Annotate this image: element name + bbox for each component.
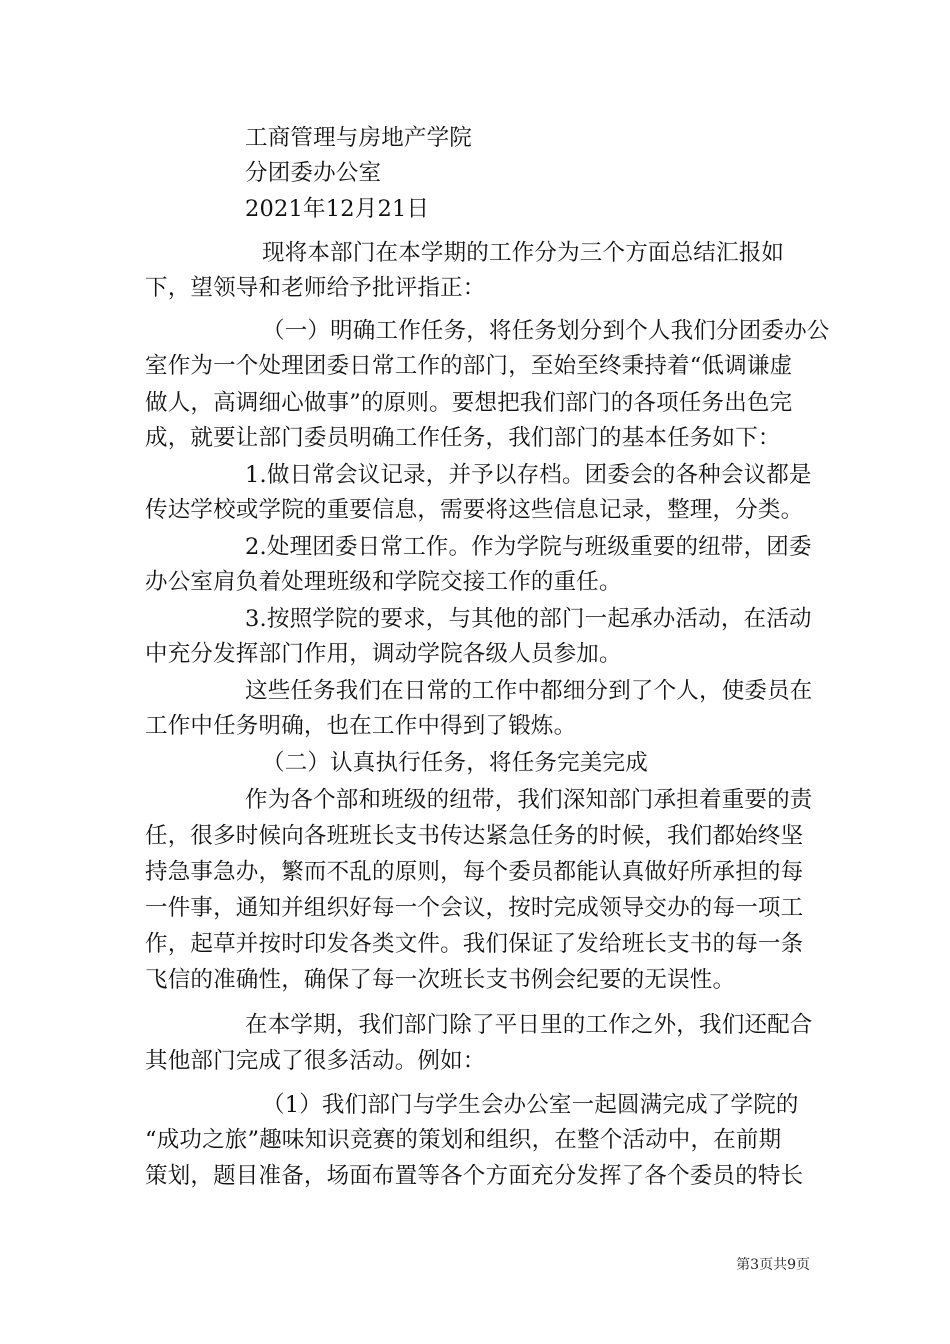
list-item-line: 1.做日常会议记录，并予以存档。团委会的各种会议都是 bbox=[245, 462, 812, 488]
paragraph-line: 飞信的准确性，确保了每一次班长支书例会纪要的无误性。 bbox=[145, 967, 736, 993]
paragraph-line: 任，很多时候向各班班长支书传达紧急任务的时候，我们都始终坚 bbox=[145, 823, 804, 849]
paragraph-line: 成，就要让部门委员明确工作任务，我们部门的基本任务如下： bbox=[145, 425, 781, 451]
paragraph-line: 中充分发挥部门作用，调动学院各级人员参加。 bbox=[145, 641, 622, 667]
page-number: 第3页共9页 bbox=[736, 1257, 810, 1273]
section-heading-line: （二）认真执行任务，将任务完美完成 bbox=[262, 750, 648, 776]
paragraph-line: 室作为一个处理团委日常工作的部门，至始至终秉持着“低调谦虚 bbox=[145, 353, 793, 379]
paragraph-line: 一件事，通知并组织好每一个会议，按时完成领导交办的每一项工 bbox=[145, 895, 804, 921]
signature-org: 工商管理与房地产学院 bbox=[245, 125, 473, 151]
paragraph-line: 持急事急办，繁而不乱的原则，每个委员都能认真做好所承担的每 bbox=[145, 859, 804, 885]
paragraph-line: 下，望领导和老师给予批评指正： bbox=[145, 275, 486, 301]
paragraph-line: 办公室肩负着处理班级和学院交接工作的重任。 bbox=[145, 569, 622, 595]
paragraph-line: 作为各个部和班级的纽带，我们深知部门承担着重要的责 bbox=[245, 787, 813, 813]
paragraph-line: “成功之旅”趣味知识竞赛的策划和组织，在整个活动中，在前期 bbox=[145, 1127, 782, 1153]
paragraph-line: 其他部门完成了很多活动。例如： bbox=[145, 1048, 486, 1074]
signature-date: 2021年12月21日 bbox=[245, 196, 430, 222]
list-item-line: 3.按照学院的要求，与其他的部门一起承办活动，在活动 bbox=[245, 606, 812, 632]
paragraph-line: 策划，题目准备，场面布置等各个方面充分发挥了各个委员的特长 bbox=[145, 1163, 804, 1189]
paragraph-line: 传达学校或学院的重要信息，需要将这些信息记录，整理，分类。 bbox=[145, 497, 804, 523]
section-heading-line: （一）明确工作任务，将任务划分到个人我们分团委办公 bbox=[262, 318, 830, 344]
signature-dept: 分团委办公室 bbox=[245, 160, 382, 186]
paragraph-line: 工作中任务明确，也在工作中得到了锻炼。 bbox=[145, 713, 577, 739]
paragraph-line: 现将本部门在本学期的工作分为三个方面总结汇报如 bbox=[262, 240, 785, 266]
list-item-line: 2.处理团委日常工作。作为学院与班级重要的纽带，团委 bbox=[245, 534, 812, 560]
paragraph-line: 作，起草并按时印发各类文件。我们保证了发给班长支书的每一条 bbox=[145, 931, 804, 957]
paragraph-line: 在本学期，我们部门除了平日里的工作之外，我们还配合 bbox=[245, 1012, 813, 1038]
list-item-line: （1）我们部门与学生会办公室一起圆满完成了学院的 bbox=[262, 1092, 799, 1118]
paragraph-line: 这些任务我们在日常的工作中都细分到了个人，使委员在 bbox=[245, 678, 813, 704]
paragraph-line: 做人，高调细心做事”的原则。要想把我们部门的各项任务出色完 bbox=[145, 390, 793, 416]
